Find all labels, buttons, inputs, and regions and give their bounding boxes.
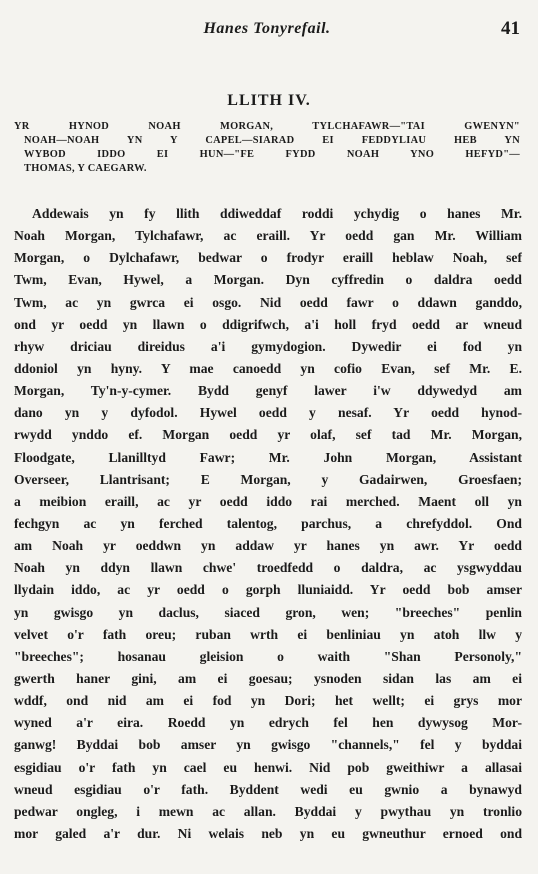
body-line: rhyw driciau direidus a'i gymydogion. Dywedir ei fod yn: [14, 338, 522, 354]
synopsis-line: YR HYNOD NOAH MORGAN, TYLCHAFAWR—"TAI GWENYN": [14, 121, 520, 132]
body-line: Morgan, Ty'n-y-cymer. Bydd genyf lawer i'w ddywedyd am: [14, 383, 522, 399]
body-line: wddf, ond nid am ei fod yn Dori; het wellt; ei grys mor: [14, 693, 522, 709]
body-line: ganwg! Byddai bob amser yn gwisgo "channels," fel y byddai: [14, 737, 522, 753]
body-paragraph: [14, 203, 522, 845]
body-line: Overseer, Llantrisant; E Morgan, y Gadairwen, Groesfaen;: [14, 471, 522, 487]
body-line: esgidiau o'r fath yn cael eu henwi. Nid pob gweithiwr a allasai: [14, 759, 522, 775]
page-number: 41: [501, 18, 520, 39]
body-line: Addewais yn fy llith ddiweddaf roddi ychydig o hanes Mr.: [32, 206, 522, 221]
body-line: a meibion eraill, ac yr oedd iddo rai merched. Maent oll yn: [14, 493, 522, 509]
body-line: gwerth haner gini, am ei goesau; ysnoden sidan las am ei: [14, 670, 522, 686]
body-line: Twm, ac yn gwrca ei osgo. Nid oedd fawr o ddawn ganddo,: [14, 294, 522, 310]
body-line: llydain iddo, ac yr oedd o gorph lluniaidd. Yr oedd bob amser: [14, 582, 522, 598]
chapter-heading: LLITH IV.: [227, 92, 311, 109]
body-line: rwydd ynddo ef. Morgan oedd yr olaf, sef tad Mr. Morgan,: [14, 427, 522, 443]
body-line: wneud esgidiau o'r fath. Byddent wedi eu gwnio a bynawyd: [14, 781, 522, 797]
body-line: ddoniol yn hyny. Y mae canoedd yn cofio Evan, sef Mr. E.: [14, 360, 522, 376]
body-line: yn gwisgo yn daclus, siaced gron, wen; "breeches" penlin: [14, 604, 522, 620]
body-line: Noah Morgan, Tylchafawr, ac eraill. Yr oedd gan Mr. William: [14, 228, 522, 244]
synopsis-line: WYBOD IDDO EI HUN—"FE FYDD NOAH YNO HEFYD"—: [24, 149, 520, 160]
body-line: pedwar ongleg, i mewn ac allan. Byddai y pwythau yn tronlio: [14, 803, 522, 819]
body-line: Morgan, o Dylchafawr, bedwar o frodyr eraill heblaw Noah, sef: [14, 250, 522, 266]
body-line: am Noah yr oeddwn yn addaw yr hanes yn awr. Yr oedd: [14, 538, 522, 554]
body-line: ond yr oedd yn llawn o ddigrifwch, a'i holl fryd oedd ar wneud: [14, 316, 522, 332]
body-line: fechgyn ac yn ferched talentog, parchus, a chrefyddol. Ond: [14, 515, 522, 531]
running-title: Hanes Tonyrefail.: [203, 20, 331, 37]
body-line: dano yn y dyfodol. Hywel oedd y nesaf. Yr oedd hynod-: [14, 405, 522, 421]
body-line: wyned a'r eira. Roedd yn edrych fel hen dywysog Mor-: [14, 715, 522, 731]
chapter-synopsis: [14, 120, 520, 176]
body-line: "breeches"; hosanau gleision o waith "Shan Personoly,": [14, 648, 522, 664]
body-line: Floodgate, Llanilltyd Fawr; Mr. John Morgan, Assistant: [14, 449, 522, 465]
running-head: [14, 20, 520, 44]
body-line: velvet o'r fath oreu; ruban wrth ei benliniau yn atoh llw y: [14, 626, 522, 642]
body-line: Twm, Evan, Hywel, a Morgan. Dyn cyffredin o daldra oedd: [14, 272, 522, 288]
synopsis-line: THOMAS, Y CAEGARW.: [24, 163, 147, 174]
body-line: mor galed a'r dur. Ni welais neb yn eu gwneuthur ernoed ond: [14, 825, 522, 841]
body-line: Noah yn ddyn llawn chwe' troedfedd o daldra, ac ysgwyddau: [14, 560, 522, 576]
synopsis-line: NOAH—NOAH YN Y CAPEL—SIARAD EI FEDDYLIAU HEB YN: [24, 135, 520, 146]
